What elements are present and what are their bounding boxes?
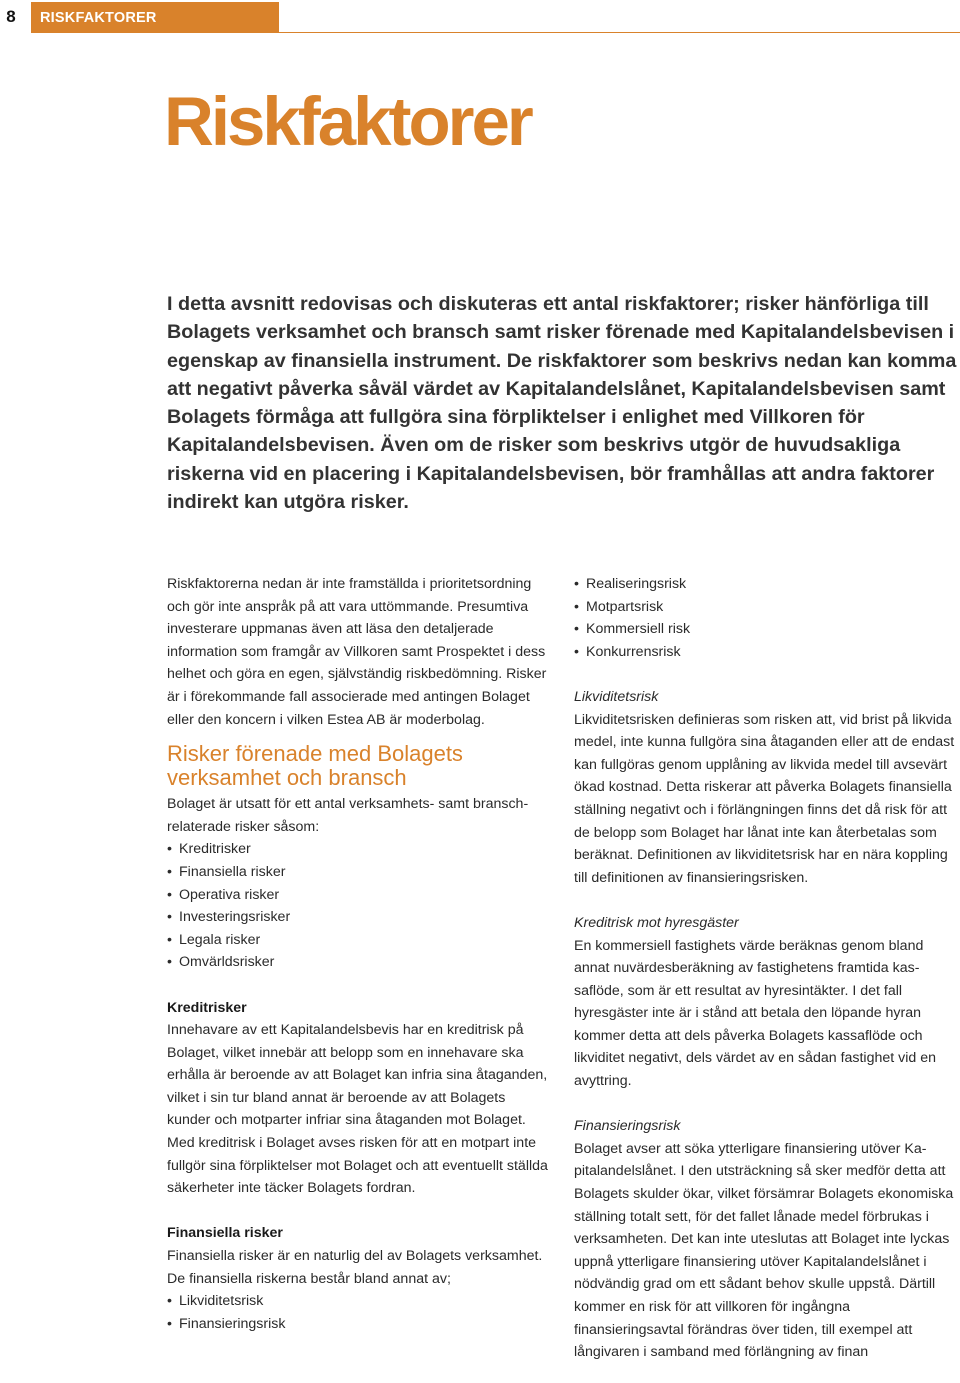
page-number: 8 [6,7,16,26]
kreditrisker-heading: Kreditrisker [167,999,247,1016]
section-header-label: RISKFAKTORER [40,10,157,26]
section-intro-paragraph: Bolaget är utsatt för ett antal verksamhets- samt branschrelaterade risker såsom: [167,796,529,835]
section-heading [167,742,552,789]
right-column [574,573,960,1364]
header-rule [279,32,960,33]
list-item: • Investeringsrisker [167,906,552,929]
left-intro-paragraph: Riskfaktorerna nedan är inte framställda i prioritetsordning och gör inte anspråk på att vara uttömmande. Presumtiva investerare uppmanas även att läsa den detaljerade information som framgår av Villkoren samt Prospektet i dess helhet och göra en egen, självständig riskbedömning. Risker är i förekommande fall associerade med antingen Bolaget eller den koncern i vilken Estea AB är moderbolag. [167,576,547,728]
page-title: Riskfaktorer [164,83,531,160]
list-item: • Legala risker [167,929,552,952]
section-header-band [31,2,279,33]
list-item: • Realiseringsrisk [574,573,960,596]
spacer [574,889,960,912]
left-column [167,573,552,1335]
section-heading-line2: verksamhet och bransch [167,764,407,790]
risk-category-list [167,838,552,974]
likviditetsrisk-heading: Likviditetsrisk [574,688,659,705]
intro-section [167,290,957,516]
spacer [167,974,552,997]
list-item: • Konkurrensrisk [574,641,960,664]
finansieringsrisk-paragraph: Bolaget avser att söka ytterligare finansiering utöver Kapitalandelslånet. I den utsträckning så sker medför detta att Bolagets skulder ökar, vilket försämrar Bolagets ekonomiska ställning totalt sett, för det fallet lånade medel förbrukas i verksamheten. Det kan inte uteslutas att Bolaget inte lyckas uppnå ytterligare finansiering utöver Kapitalandelslånet i nödvändig grad om ett sådant behov skulle uppstå. Därtill kommer en risk för att villkoren för ingångna finansieringsavtal förändras över tiden, till exempel att långivaren i samband med förlängning av finan [574,1140,954,1361]
finansieringsrisk-heading: Finansieringsrisk [574,1118,681,1135]
list-item: • Finansiella risker [167,861,552,884]
list-item: • Kreditrisker [167,838,552,861]
kreditrisker-paragraph: Innehavare av ett Kapitalandelsbevis har en kreditrisk på Bolaget, vilket innebär att belopp som en innehavare ska erhålla är beroende av att Bolaget kan infria sina åtaganden, vilket i sin tur bland annat är beroende av att Bolagets kunder och motparter infriar sina åtaganden mot Bolaget. Med kreditrisk i Bolaget avses risken för att en motpart inte fullgör sina förpliktelser mot Bolaget och att eventuellt ställda säkerheter inte täcker Bolagets fordran. [167,1022,548,1197]
list-item: • Omvärldsrisker [167,951,552,974]
spacer [574,663,960,686]
finansiella-risker-heading: Finansiella risker [167,1225,283,1242]
spacer [167,1200,552,1223]
list-item: • Motpartsrisk [574,596,960,619]
section-heading-line1: Risker förenade med Bolagets [167,741,463,767]
likviditetsrisk-paragraph: Likviditetsrisken definieras som risken att, vid brist på likvida medel, inte kunna fullgöra sina åtaganden eller att de endast kan fullgöras genom upplåning av likvida medel till avsevärt ökad kostnad. Detta riskerar att påverka Bolagets finansiella ställning negativt och i förlängningen finns det då risk för att de belopp som Bolaget har lånat inte kan återbetalas som beräknat. Definitionen av likviditetsrisk har en nära koppling till definitionen av finansieringsrisken. [574,711,955,886]
financial-risk-list [167,1290,552,1335]
intro-paragraph: I detta avsnitt redovisas och diskuteras ett antal riskfaktorer; risker hänförliga till Bolagets verksamhet och bransch samt risker förenade med Kapitalandelsbevisen i egenskap av finansiella instrument. De riskfaktorer som beskrivs nedan kan komma att negativt påverka såväl värdet av Kapitalandelslånet, Kapitalandelsbevisen samt Bolagets förmåga att fullgöra sina förpliktelser i enlighet med Villkoren för Kapitalandelsbevisen. Även om de risker som beskrivs utgör de huvudsakliga riskerna vid en placering i Kapitalandelsbevisen, bör framhållas att andra faktorer indirekt kan utgöra risker. [167,293,957,514]
financial-risk-list-continued [574,573,960,663]
kreditrisk-hyresgaster-paragraph: En kommersiell fastighets värde beräknas genom bland annat nuvärdesberäkning av fastighetens framtida kassaflöde, som är ett resultat av hyresintäkter. I det fall hyresgäster inte är i stånd att betala den löpande hyran kommer detta att dels påverka Bolagets kassaflöde och likviditet negativt, dels värdet av en sådan fastighet vid en avyttring. [574,937,936,1090]
list-item: • Finansieringsrisk [167,1313,552,1336]
list-item: • Likviditetsrisk [167,1290,552,1313]
list-item: • Operativa risker [167,884,552,907]
spacer [574,1093,960,1116]
finansiella-risker-paragraph: Finansiella risker är en naturlig del av Bolagets verksamhet. De finansiella riskerna består bland annat av; [167,1248,543,1287]
kreditrisk-hyresgaster-heading: Kreditrisk mot hyresgäster [574,914,739,931]
list-item: • Kommersiell risk [574,618,960,641]
